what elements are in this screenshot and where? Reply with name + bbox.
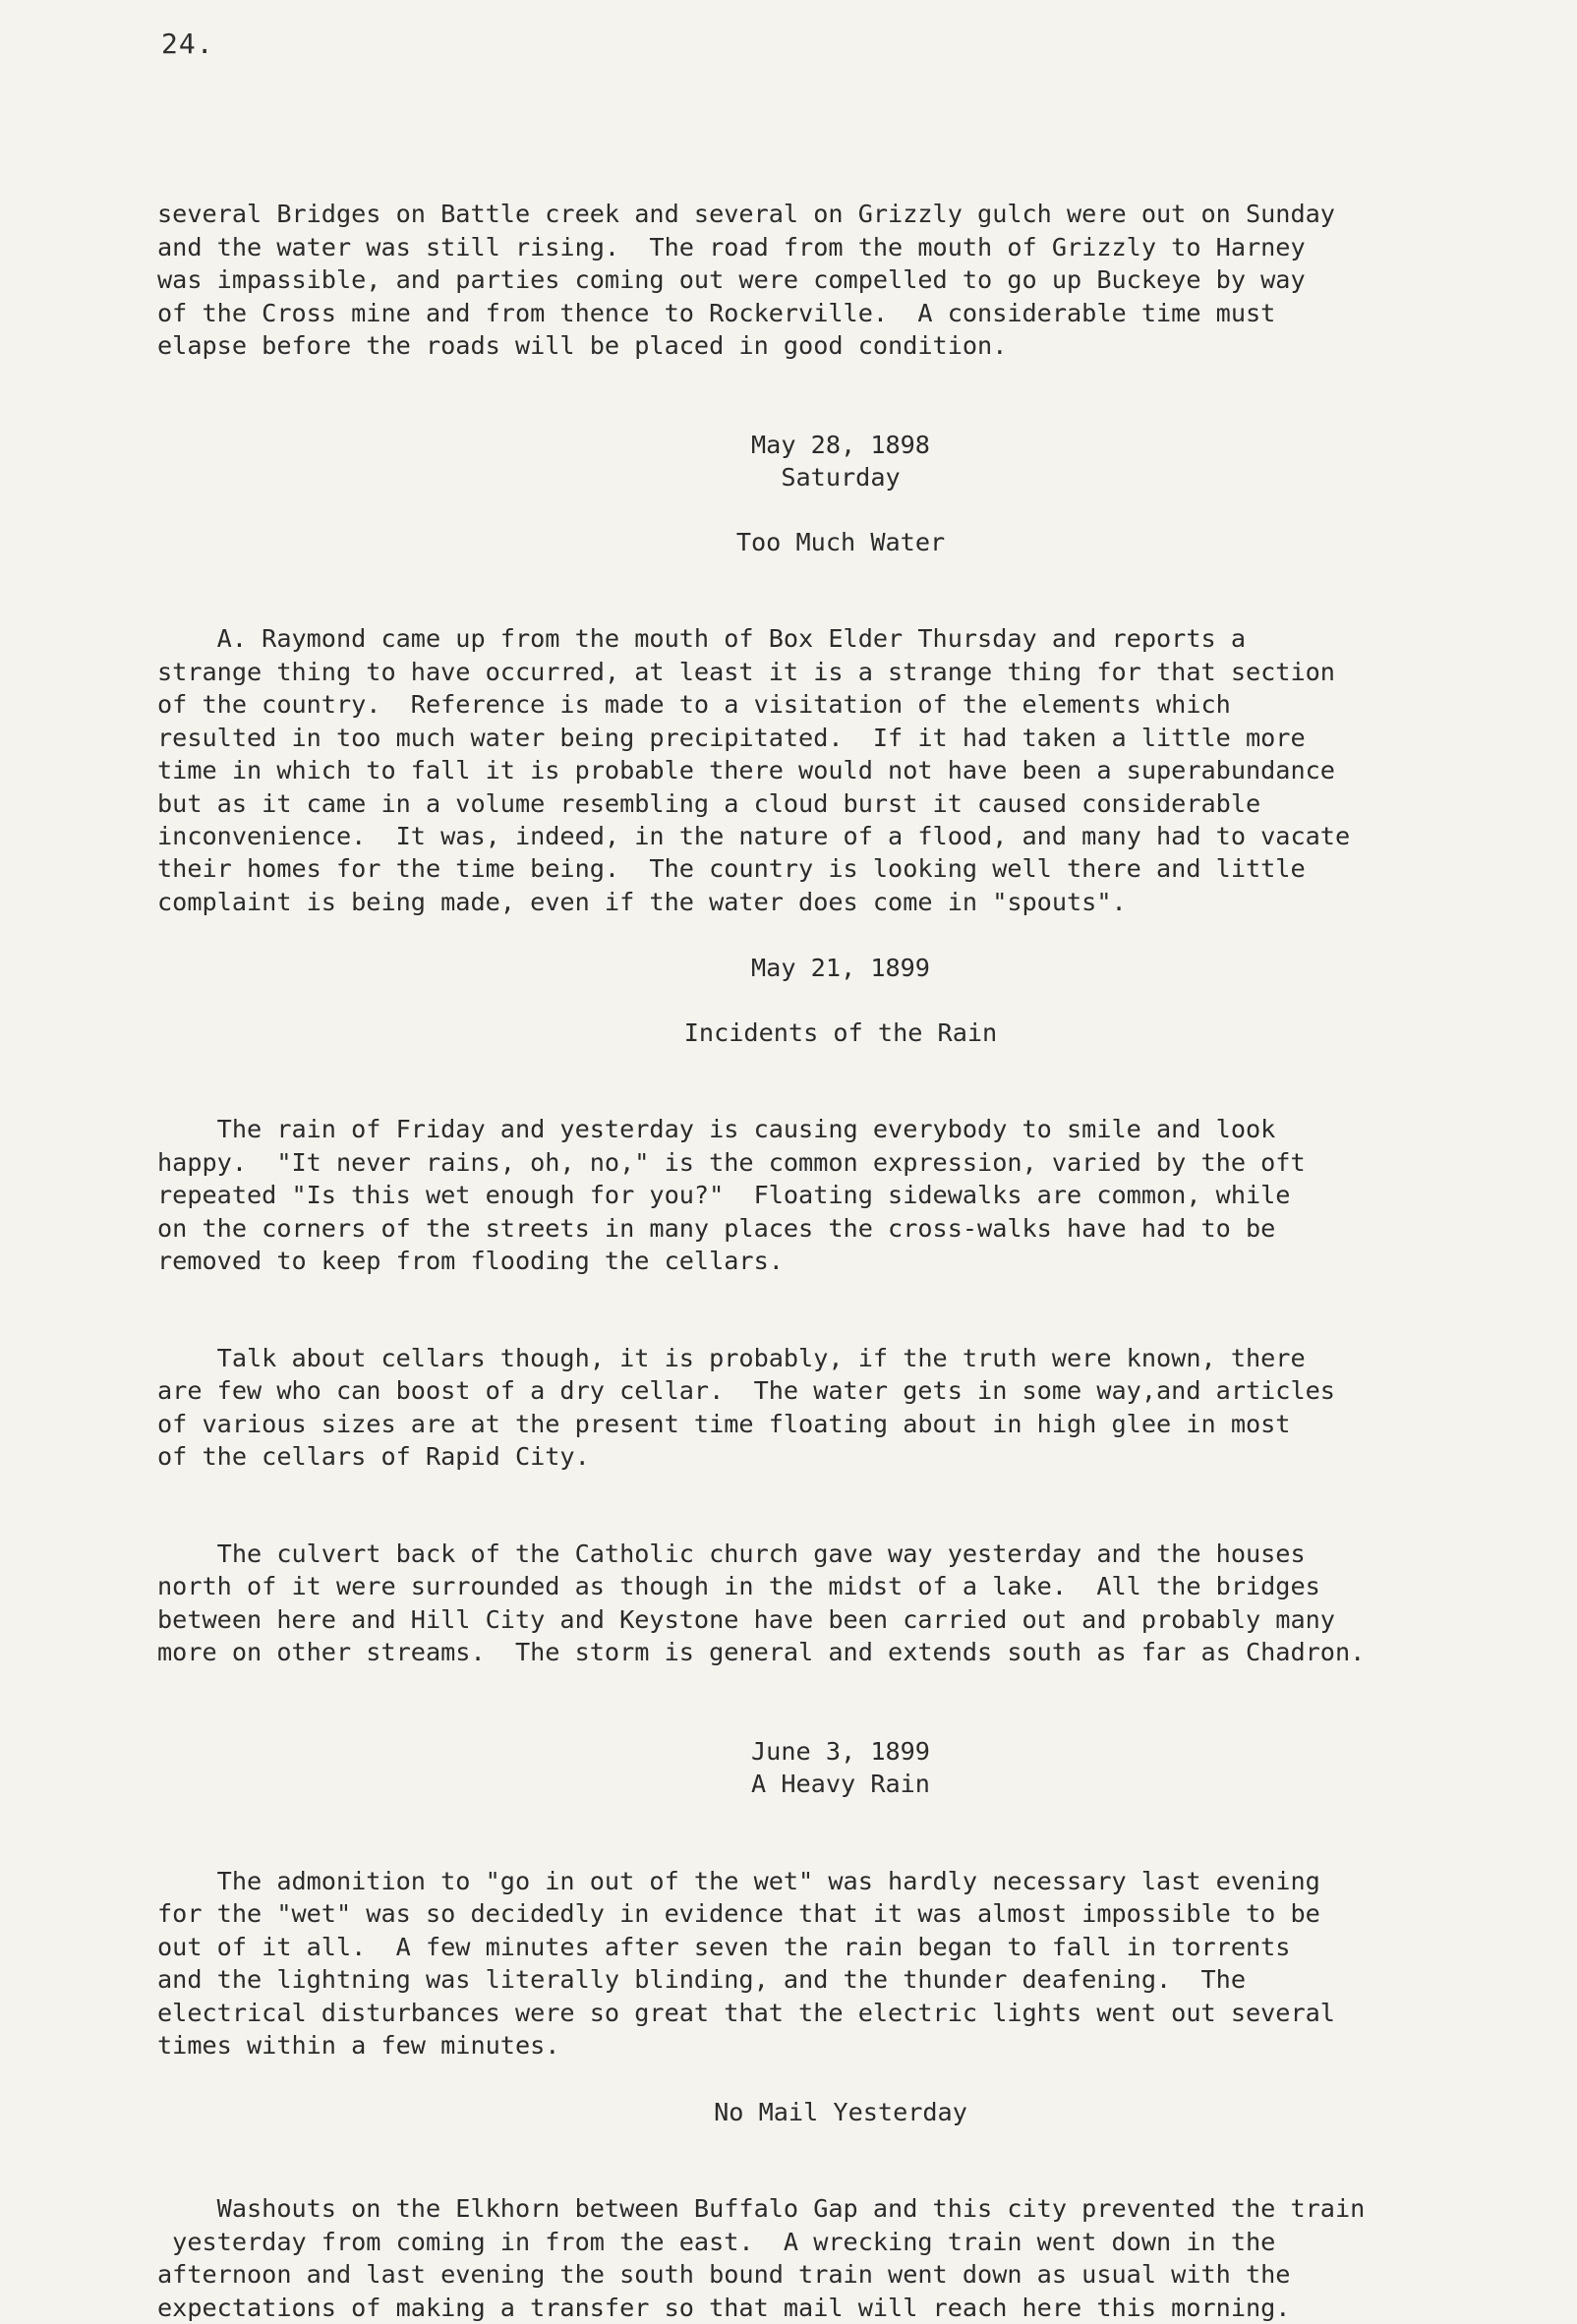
paragraph-washouts: [157, 2160, 1485, 2324]
article-title-too-much-water: [157, 526, 1485, 558]
heading-line: A Heavy Rain: [751, 1770, 930, 1799]
date-heading-june-3-1899: [157, 1702, 1485, 1800]
heading-line: Incidents of the Rain: [683, 1017, 998, 1047]
text-line: happy. "It never rains, oh, no," is the common expression, varied by the oft: [157, 1147, 1306, 1177]
heading-line: May 21, 1899: [751, 954, 930, 983]
text-line: on the corners of the streets in many places the cross-walks have had to be: [157, 1213, 1276, 1243]
text-line: expectations of making a transfer so that mail will reach here this morning.: [157, 2293, 1291, 2322]
heading-line: May 28, 1898: [751, 430, 930, 459]
heading-line: No Mail Yesterday: [714, 2097, 967, 2126]
article-title-no-mail-yesterday: [157, 2096, 1485, 2128]
text-line: The culvert back of the Catholic church gave way yesterday and the houses: [157, 1539, 1306, 1568]
text-line: of the cellars of Rapid City.: [157, 1442, 590, 1471]
text-line: time in which to fall it is probable there would not have been a superabundance: [157, 756, 1335, 785]
text-line: yesterday from coming in from the east. A wrecking train went down in the: [157, 2227, 1276, 2256]
text-line: A. Raymond came up from the mouth of Box Elder Thursday and reports a: [157, 624, 1246, 654]
paragraph-cellars: [157, 1308, 1485, 1473]
text-line: of various sizes are at the present time floating about in high glee in most: [157, 1409, 1291, 1438]
text-line: electrical disturbances were so great that the electric lights went out several: [157, 1998, 1335, 2027]
text-line: north of it were surrounded as though in the midst of a lake. All the bridges: [157, 1572, 1320, 1601]
text-line: are few who can boost of a dry cellar. The water gets in some way,and articles: [157, 1376, 1335, 1406]
date-heading-may-28-1898: [157, 395, 1485, 494]
text-line: was impassible, and parties coming out were compelled to go up Buckeye by way: [157, 265, 1306, 295]
text-line: their homes for the time being. The country is looking well there and little: [157, 854, 1306, 884]
paragraph-raymond-report: [157, 590, 1485, 918]
paragraph-bridges-out: [157, 165, 1485, 362]
paragraph-culvert: [157, 1504, 1485, 1668]
text-line: strange thing to have occurred, at least it is a strange thing for that section: [157, 657, 1335, 686]
text-line: and the lightning was literally blinding, and the thunder deafening. The: [157, 1965, 1246, 1995]
article-title-incidents-of-the-rain: [157, 1017, 1485, 1049]
text-line: of the Cross mine and from thence to Rockerville. A considerable time must: [157, 298, 1276, 327]
document-body: [157, 165, 1485, 2324]
text-line: repeated "Is this wet enough for you?" Floating sidewalks are common, while: [157, 1181, 1291, 1210]
text-line: but as it came in a volume resembling a cloud burst it caused considerable: [157, 788, 1261, 818]
paragraph-rain-of-friday: [157, 1080, 1485, 1277]
text-line: inconvenience. It was, indeed, in the nature of a flood, and many had to vacate: [157, 821, 1351, 850]
text-line: The rain of Friday and yesterday is causing everybody to smile and look: [157, 1115, 1276, 1144]
text-line: out of it all. A few minutes after seven the rain began to fall in torrents: [157, 1932, 1291, 1961]
text-line: resulted in too much water being precipitated. If it had taken a little more: [157, 723, 1306, 752]
text-line: Talk about cellars though, it is probably, if the truth were known, there: [157, 1343, 1306, 1372]
text-line: Washouts on the Elkhorn between Buffalo Gap and this city prevented the train: [157, 2194, 1366, 2224]
heading-line: Too Much Water: [735, 527, 946, 556]
text-line: more on other streams. The storm is general and extends south as far as Chadron.: [157, 1638, 1366, 1667]
text-line: and the water was still rising. The road from the mouth of Grizzly to Harney: [157, 232, 1306, 261]
heading-line: June 3, 1899: [751, 1736, 930, 1766]
text-line: several Bridges on Battle creek and several on Grizzly gulch were out on Sunday: [157, 200, 1335, 229]
text-line: of the country. Reference is made to a visitation of the elements which: [157, 690, 1231, 720]
text-line: The admonition to "go in out of the wet" was hardly necessary last evening: [157, 1867, 1320, 1896]
text-line: elapse before the roads will be placed in good condition.: [157, 331, 1008, 361]
text-line: complaint is being made, even if the water does come in "spouts".: [157, 887, 1127, 916]
heading-line: Saturday: [781, 463, 901, 493]
page-number: 24.: [161, 28, 214, 60]
text-line: for the "wet" was so decidedly in evidence that it was almost impossible to be: [157, 1899, 1320, 1929]
text-line: between here and Hill City and Keystone have been carried out and probably many: [157, 1604, 1335, 1634]
text-line: times within a few minutes.: [157, 2031, 560, 2061]
date-heading-may-21-1899: [157, 952, 1485, 984]
text-line: afternoon and last evening the south bound train went down as usual with the: [157, 2260, 1291, 2290]
paragraph-heavy-rain: [157, 1832, 1485, 2063]
text-line: removed to keep from flooding the cellars.: [157, 1246, 784, 1275]
